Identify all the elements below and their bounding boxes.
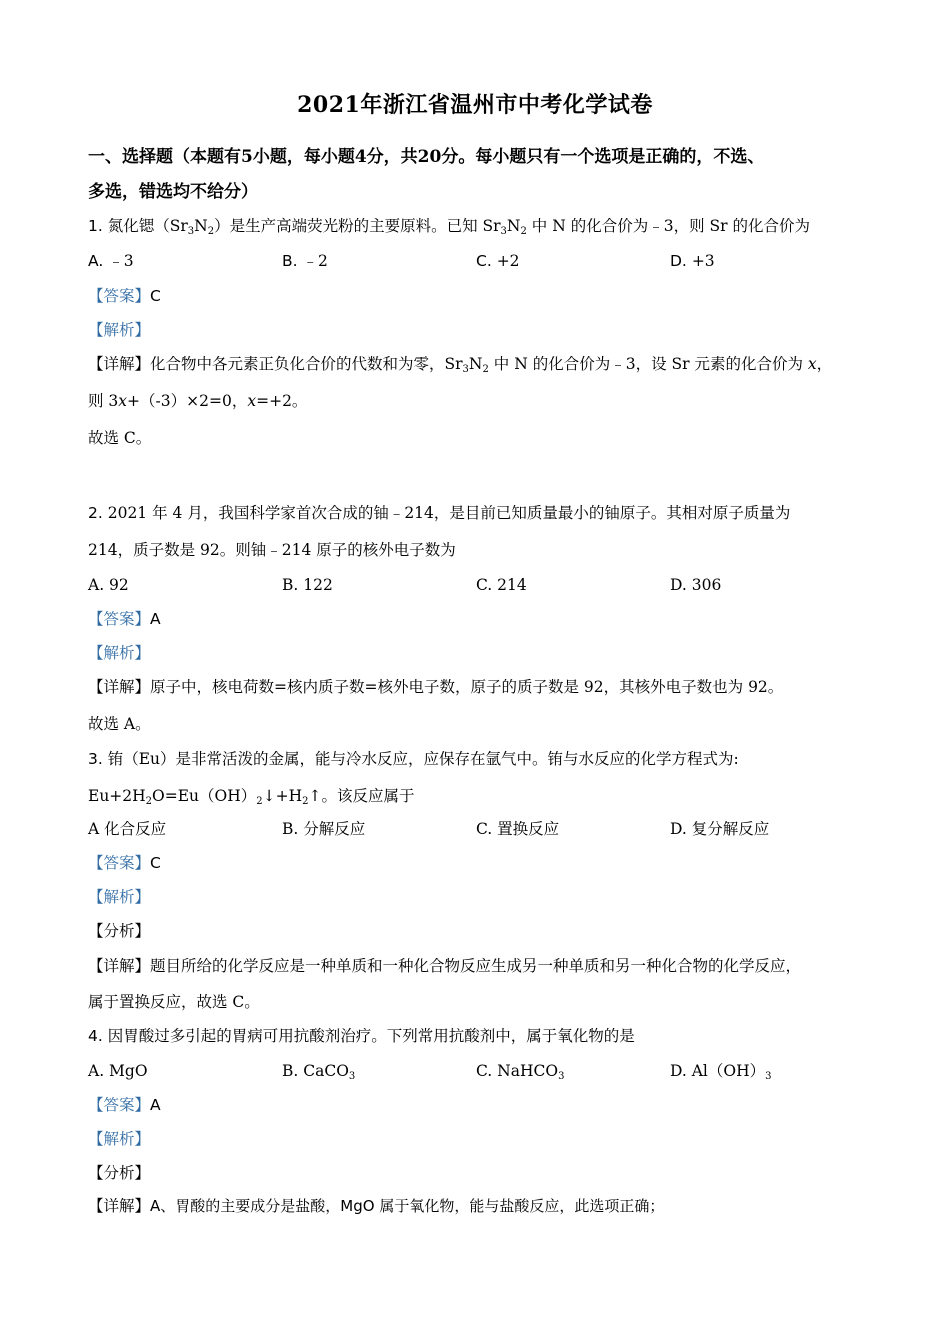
q4-answer: 【答案】A <box>88 1096 161 1114</box>
section-heading-line1: 一、选择题（本题有5小题，每小题4分，共20分。每小题只有一个选项是正确的，不选、 <box>88 147 765 167</box>
q3-detail-line1: 【详解】题目所给的化学反应是一种单质和一种化合物反应生成另一种单质和另一种化合物的化学反应， <box>88 957 802 975</box>
q3-answer: 【答案】C <box>88 854 161 872</box>
q2-detail: 【详解】原子中，核电荷数=核内质子数=核外电子数，原子的质子数是 92，其核外电子数也为 92。 <box>88 678 784 696</box>
q4-option-d: D. $Al(OH)_3$ <box>670 1062 772 1082</box>
question-3-equation: $Eu+2H_2O=Eu(OH)_2↓+H_2↑$。该反应属于 <box>88 787 415 807</box>
q4-analyze-tag: 【分析】 <box>88 1164 151 1182</box>
q2-option-c: C. 214 <box>476 576 527 594</box>
question-4-stem: 4. 因胃酸过多引起的胃病可用抗酸剂治疗。下列常用抗酸剂中，属于氧化物的是 <box>88 1027 635 1045</box>
q4-detail: 【详解】A、胃酸的主要成分是盐酸，MgO 属于氧化物，能与盐酸反应，此选项正确； <box>88 1197 665 1215</box>
q1-option-d: D. +3 <box>670 252 715 270</box>
section-heading-line2: 多选，错选均不给分） <box>88 182 258 202</box>
q1-option-a: A. ﹣3 <box>88 252 134 270</box>
q3-option-d: D. 复分解反应 <box>670 820 770 838</box>
q2-option-b: B. 122 <box>282 576 333 594</box>
q4-analysis-tag: 【解析】 <box>88 1130 151 1148</box>
q4-option-a: A. MgO <box>88 1062 148 1080</box>
q2-conclusion: 故选 A。 <box>88 715 151 733</box>
question-1-stem: 1. 氮化锶$(Sr_3N_2)$是生产高端荧光粉的主要原料。已知 $Sr_3N_2$ 中 N 的化合价为﹣3，则 Sr 的化合价为 <box>88 217 810 237</box>
q3-option-a: A 化合反应 <box>88 820 167 838</box>
q1-conclusion: 故选 C。 <box>88 429 152 447</box>
q4-option-c: C. NaHCO$_3$ <box>476 1062 565 1082</box>
page-title: 2021年浙江省温州市中考化学试卷 <box>297 92 653 118</box>
q1-analysis-tag: 【解析】 <box>88 321 151 339</box>
q2-answer: 【答案】A <box>88 610 161 628</box>
q3-option-b: B. 分解反应 <box>282 820 366 838</box>
question-2-stem-line1: 2. 2021 年 4 月，我国科学家首次合成的铀﹣214，是目前已知质量最小的铀原子。其相对原子质量为 <box>88 504 791 522</box>
q3-detail-line2: 属于置换反应，故选 C。 <box>88 993 260 1011</box>
q3-analysis-tag: 【解析】 <box>88 888 151 906</box>
q1-calculation: 则 3x+（-3）×2=0，x=+2。 <box>88 392 308 410</box>
q2-option-a: A. 92 <box>88 576 129 594</box>
q1-option-c: C. +2 <box>476 252 520 270</box>
q2-analysis-tag: 【解析】 <box>88 644 151 662</box>
q3-option-c: C. 置换反应 <box>476 820 560 838</box>
q2-option-d: D. 306 <box>670 576 722 594</box>
q3-analyze-tag: 【分析】 <box>88 922 151 940</box>
question-3-stem-line1: 3. 铕（Eu）是非常活泼的金属，能与冷水反应，应保存在氩气中。铕与水反应的化学方程式为: <box>88 750 739 768</box>
q1-option-b: B. ﹣2 <box>282 252 328 270</box>
question-2-stem-line2: 214，质子数是 92。则铀﹣214 原子的核外电子数为 <box>88 541 456 559</box>
q1-answer: 【答案】C <box>88 287 161 305</box>
q4-option-b: B. CaCO$_3$ <box>282 1062 356 1082</box>
question-number: 1. <box>88 217 103 235</box>
q1-detail: 【详解】化合物中各元素正负化合价的代数和为零，$Sr_3N_2$ 中 N 的化合价为﹣3，设 Sr 元素的化合价为 x， <box>88 355 833 375</box>
